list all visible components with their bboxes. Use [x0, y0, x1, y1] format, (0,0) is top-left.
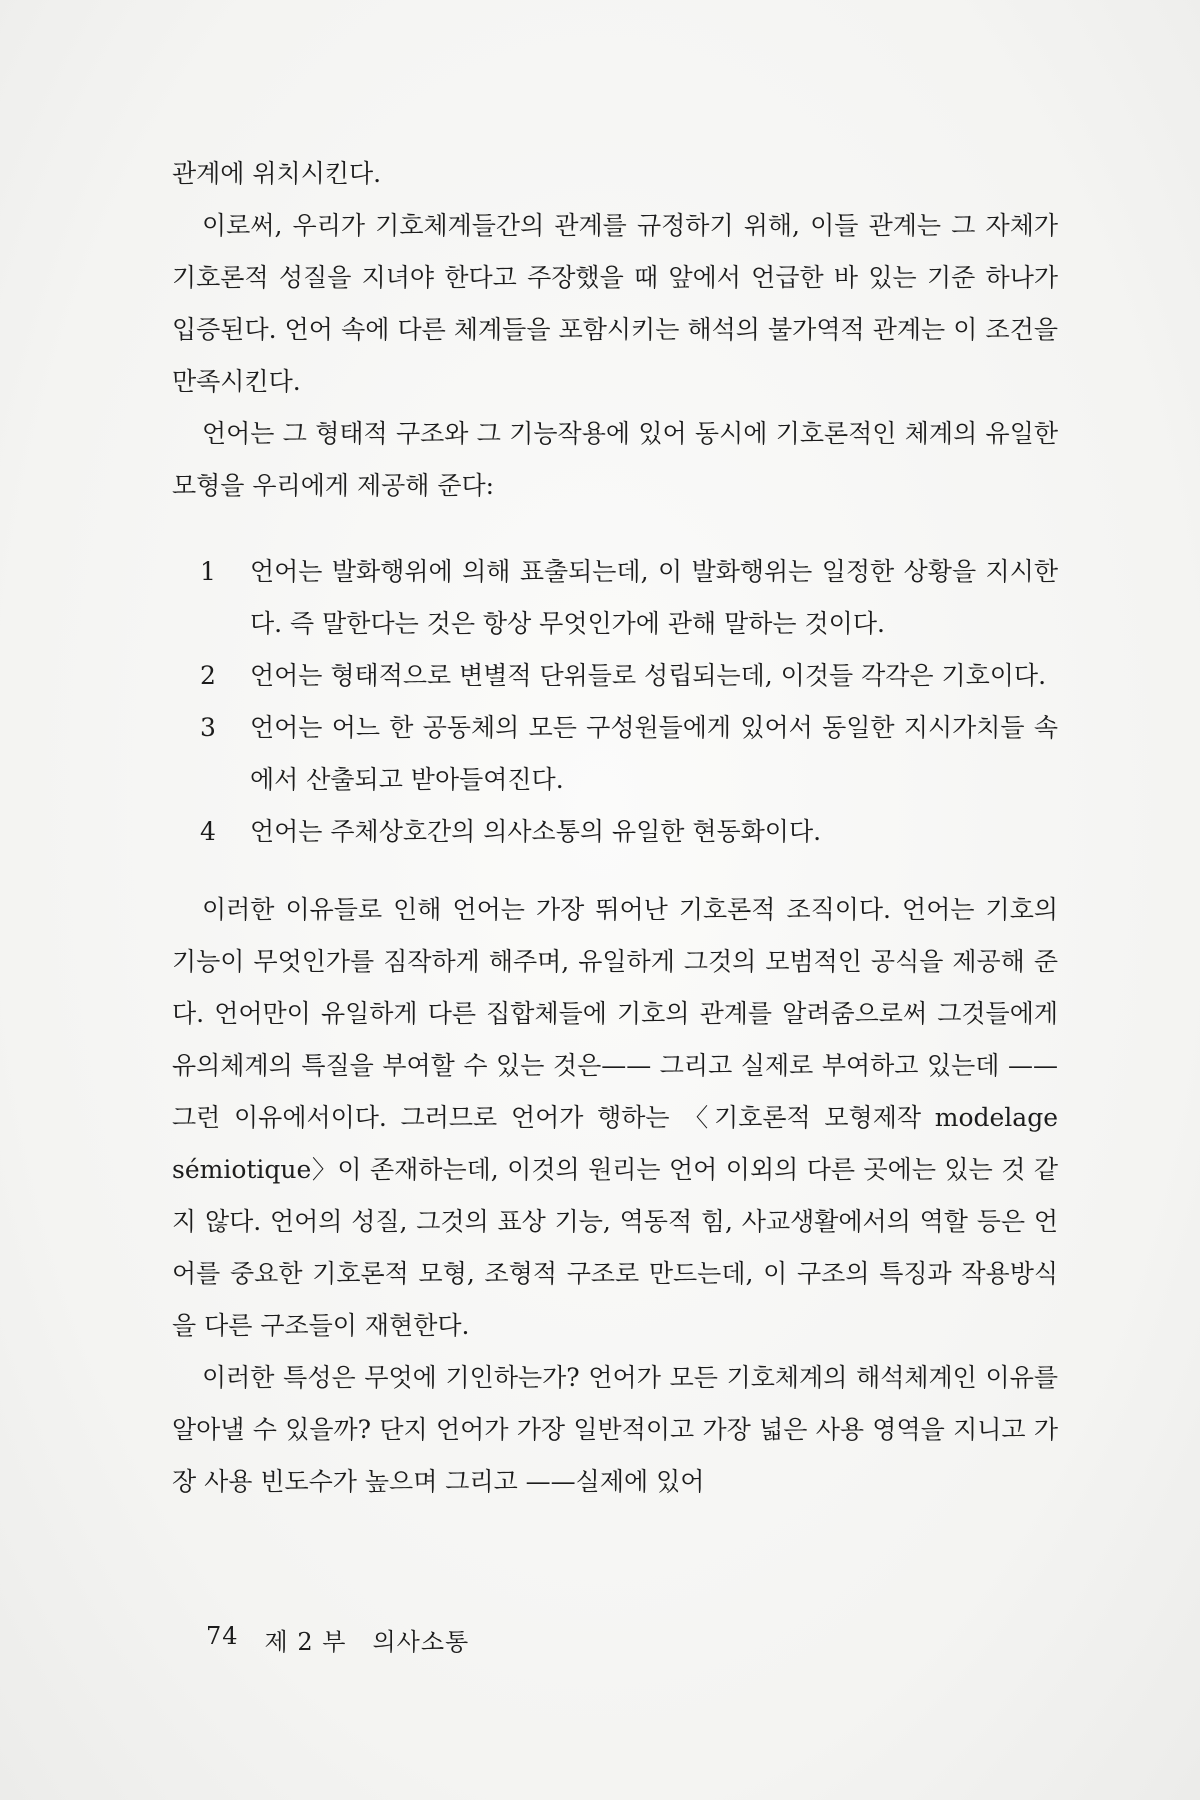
list-item	[172, 702, 1058, 806]
list-item-number: 4	[200, 817, 216, 846]
list-item-text: 언어는 형태적으로 변별적 단위들로 성립되는데, 이것들 각각은 기호이다.	[250, 661, 1047, 690]
list-item-number: 1	[200, 557, 216, 586]
paragraph: 이러한 특성은 무엇에 기인하는가? 언어가 모든 기호체계의 해석체계인 이유를 알아낼 수 있을까? 단지 언어가 가장 일반적이고 가장 넓은 사용 영역을 지니고 가장 사용 빈도수가 높으며 그리고 ——실제에 있어	[172, 1363, 1058, 1496]
list-item	[172, 546, 1058, 650]
list-item-number: 2	[200, 661, 216, 690]
page-number: 74	[206, 1622, 239, 1650]
list-item-text: 언어는 발화행위에 의해 표출되는데, 이 발화행위는 일정한 상황을 지시한다. 즉 말한다는 것은 항상 무엇인가에 관해 말하는 것이다.	[250, 557, 1058, 638]
paragraph: 이로써, 우리가 기호체계들간의 관계를 규정하기 위해, 이들 관계는 그 자체가 기호론적 성질을 지녀야 한다고 주장했을 때 앞에서 언급한 바 있는 기준 하나가 입증된다. 언어 속에 다른 체계들을 포함시키는 해석의 불가역적 관계는 이 조건을 만족시킨다.	[172, 211, 1058, 396]
list-item	[172, 650, 1058, 702]
paragraph: 이러한 이유들로 인해 언어는 가장 뛰어난 기호론적 조직이다. 언어는 기호의 기능이 무엇인가를 짐작하게 해주며, 유일하게 그것의 모범적인 공식을 제공해 준다. 언어만이 유일하게 다른 집합체들에 기호의 관계를 알려줌으로써 그것들에게 유의체계의 특질을 부여할 수 있는 것은—— 그리고 실제로 부여하고 있는데 ——그런 이유에서이다. 그러므로 언어가 행하는 〈기호론적 모형제작 modelage sémiotique〉이 존재하는데, 이것의 원리는 언어 이외의 다른 곳에는 있는 것 같지 않다. 언어의 성질, 그것의 표상 기능, 역동적 힘, 사교생활에서의 역할 등은 언어를 중요한 기호론적 모형, 조형적 구조로 만드는데, 이 구조의 특징과 작용방식을 다른 구조들이 재현한다.	[172, 895, 1058, 1340]
list-item-number: 3	[200, 713, 216, 742]
body-text	[172, 148, 1058, 1508]
spacer	[172, 512, 1058, 546]
page-footer	[206, 1622, 469, 1657]
list-item-text: 언어는 어느 한 공동체의 모든 구성원들에게 있어서 동일한 지시가치들 속에서 산출되고 받아들여진다.	[250, 713, 1058, 794]
numbered-list	[172, 546, 1058, 858]
part-label: 제 2 부	[264, 1628, 347, 1656]
list-item	[172, 806, 1058, 858]
list-item-text: 언어는 주체상호간의 의사소통의 유일한 현동화이다.	[250, 817, 822, 846]
paragraph-continuation: 관계에 위치시킨다.	[172, 159, 382, 188]
spacer	[172, 858, 1058, 884]
section-label: 의사소통	[372, 1628, 470, 1656]
paragraph: 언어는 그 형태적 구조와 그 기능작용에 있어 동시에 기호론적인 체계의 유일한 모형을 우리에게 제공해 준다:	[172, 419, 1058, 500]
